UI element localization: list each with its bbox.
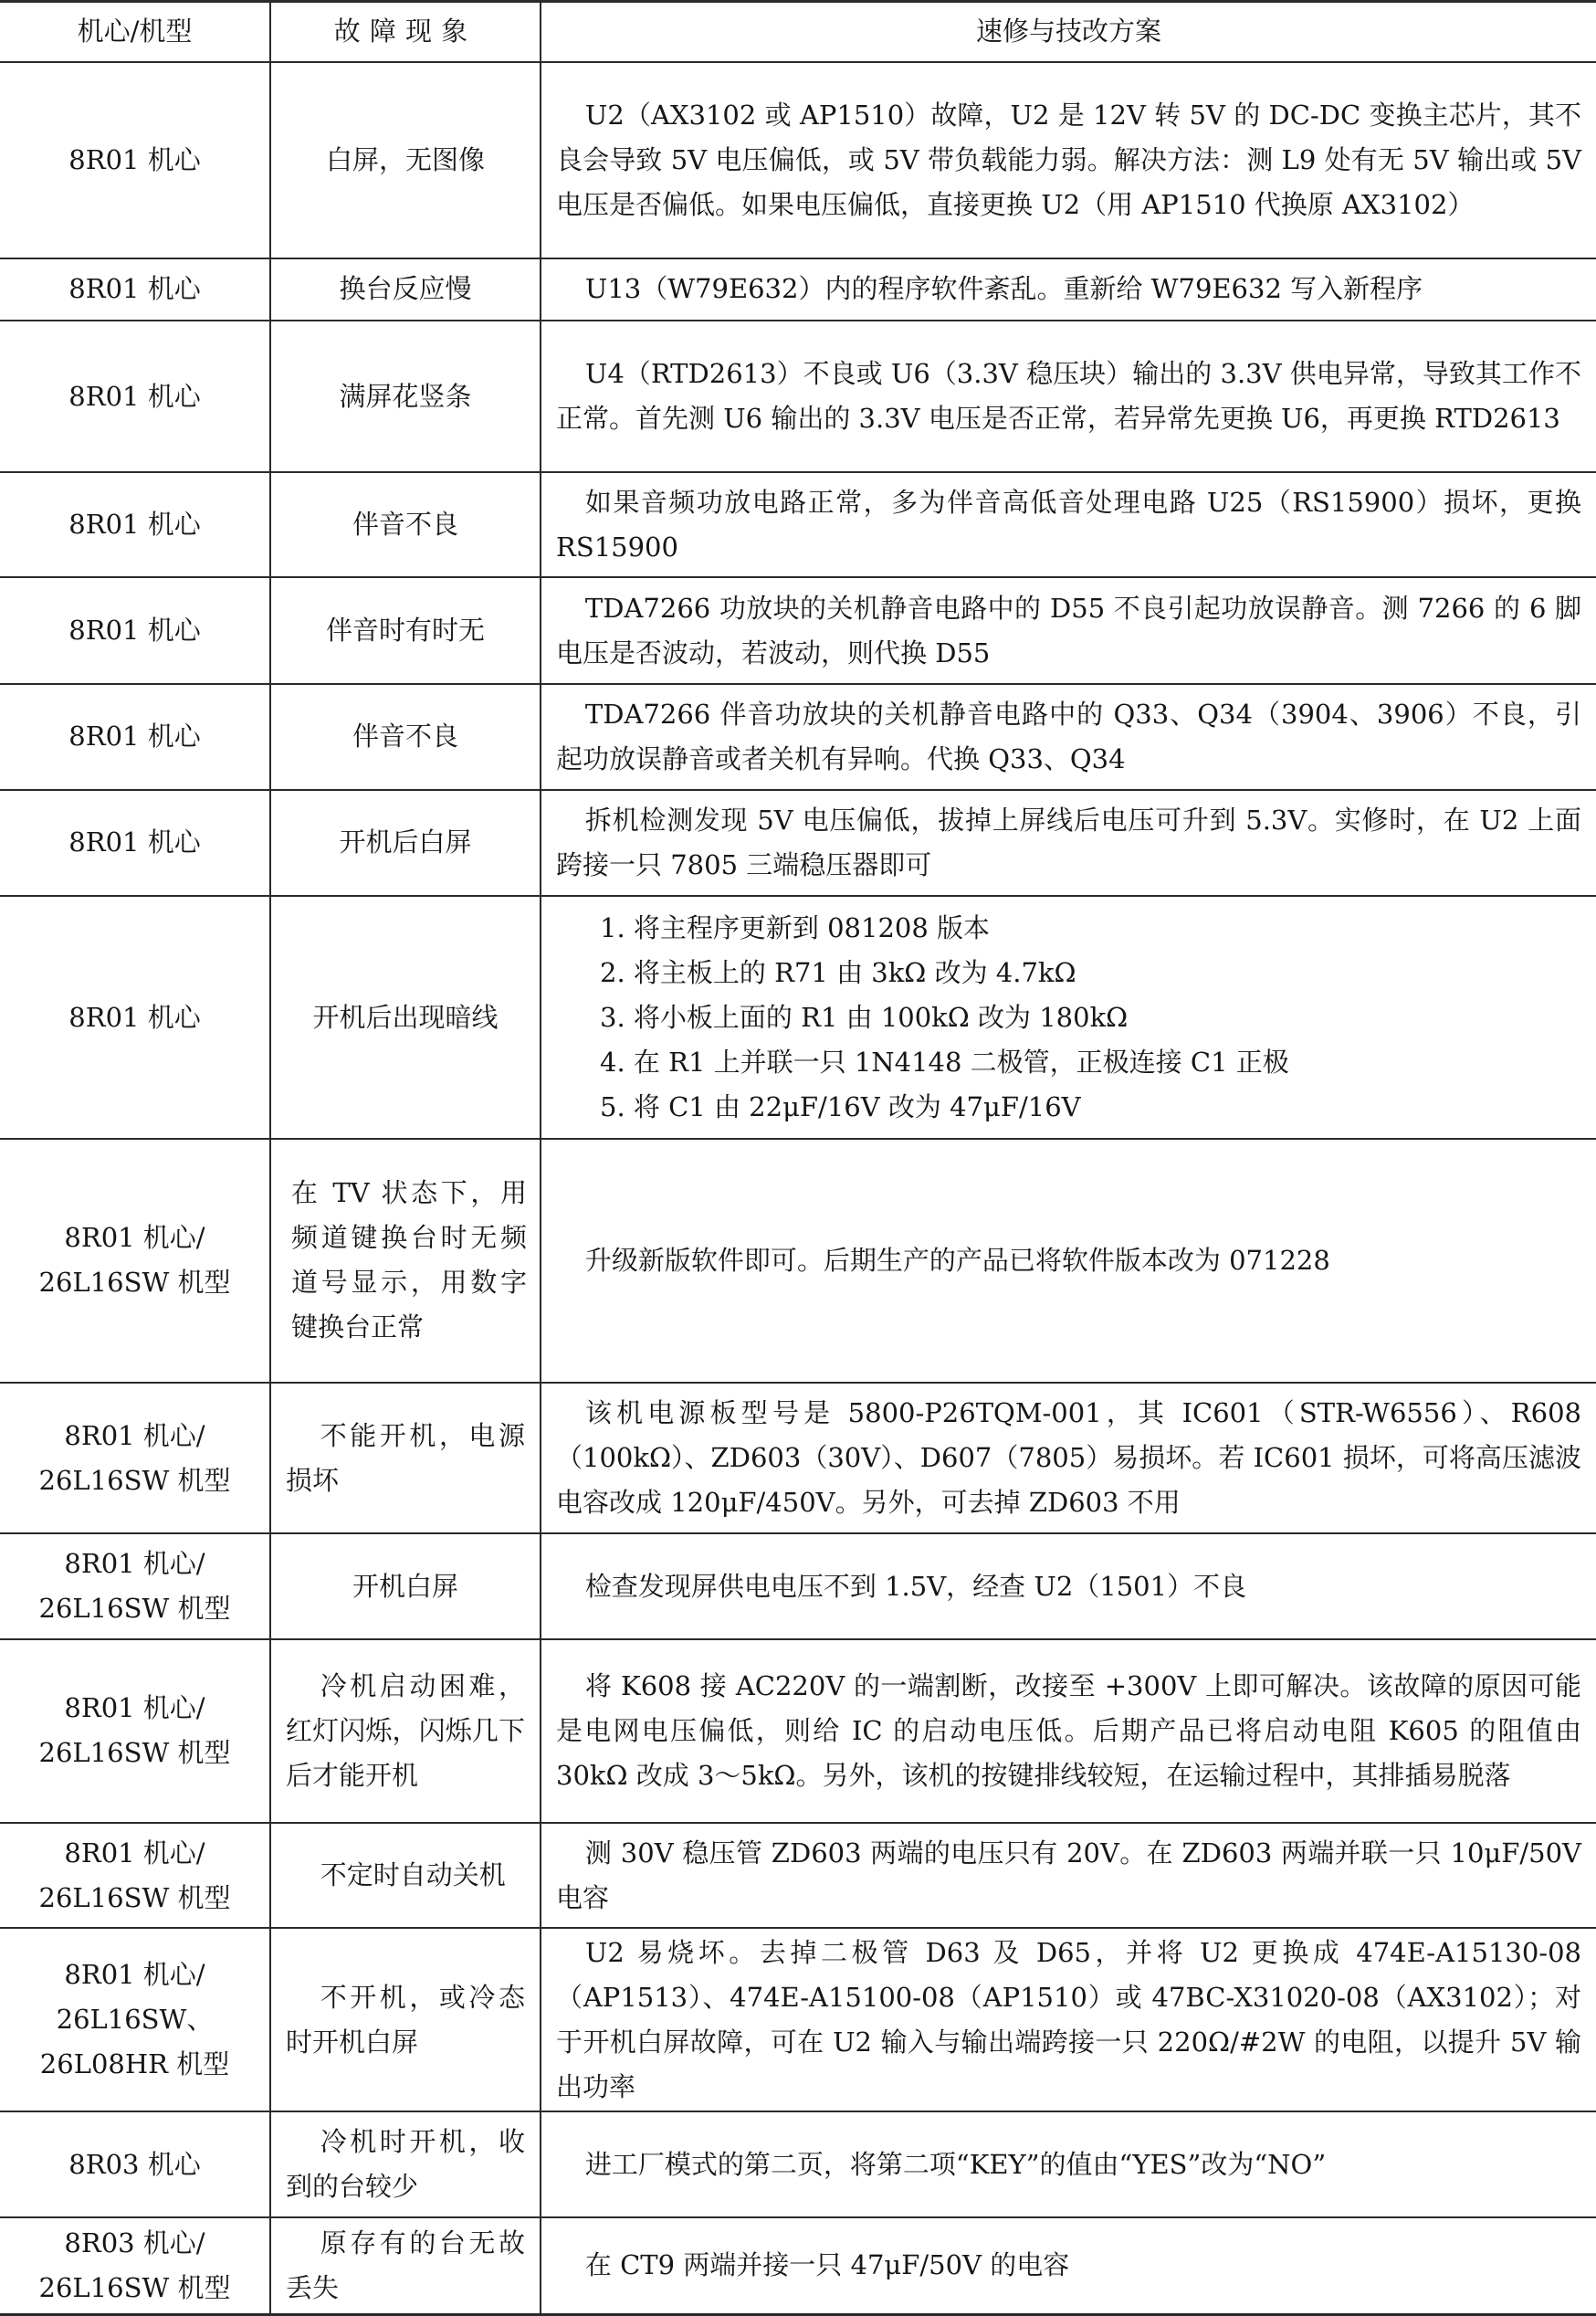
solution-text: TDA7266 伴音功放块的关机静音电路中的 Q33、Q34（3904、3906）不良，引起功放误静音或者关机有异响。代换 Q33、Q34 [556,698,1581,774]
row-model: 8R01 机心/ 26L16SW 机型 [0,1139,270,1382]
row-model: 8R01 机心 [0,790,270,897]
row-symptom: 开机后出现暗线 [270,896,541,1139]
solution-text: 拆机检测发现 5V 电压偏低，拔掉上屏线后电压可升到 5.3V。实修时，在 U2 上面跨接一只 7805 三端稳压器即可 [556,804,1581,880]
row-model: 8R01 机心/ 26L16SW 机型 [0,1639,270,1823]
solution-text: 如果音频功放电路正常，多为伴音高低音处理电路 U25（RS15900）损坏，更换 RS15900 [556,486,1581,563]
solution-text: 该机电源板型号是 5800-P26TQM-001，其 IC601（STR-W6556）、R608（100kΩ）、ZD603（30V）、D607（7805）易损坏。若 IC601 损坏，可将高压滤波电容改成 120μF/450V。另外，可去掉 ZD603 不用 [556,1397,1581,1518]
list-item: 将主板上的 R71 由 3kΩ 改为 4.7kΩ [633,956,1076,988]
list-item: 将 C1 由 22μF/16V 改为 47μF/16V [633,1090,1081,1122]
row-model: 8R01 机心/ 26L16SW 机型 [0,1383,270,1534]
row-model: 8R01 机心 [0,472,270,578]
row-model: 8R01 机心/ 26L16SW 机型 [0,1533,270,1639]
solution-text: 升级新版软件即可。后期生产的产品已将软件版本改为 071228 [584,1244,1330,1276]
table-row [0,684,1596,790]
row-model: 8R01 机心 [0,896,270,1139]
row-model: 8R01 机心 [0,258,270,321]
row-symptom: 伴音不良 [270,472,541,578]
table-row [0,896,1596,1139]
solution-text: 进工厂模式的第二页，将第二项“KEY”的值由“YES”改为“NO” [584,2148,1327,2180]
solution-text: U2 易烧坏。去掉二极管 D63 及 D65，并将 U2 更换成 474E-A15130-08（AP1513）、474E-A15100-08（AP1510）或 47BC-X31020-08（AX3102）；对于开机白屏故障，可在 U2 输入与输出端跨接一只 220Ω/#2W 的电阻，以提升 5V 输出功率 [556,1936,1581,2102]
row-solution [541,1533,1596,1639]
row-solution [541,896,1596,1139]
header-model: 机心/机型 [0,2,270,62]
row-symptom: 白屏，无图像 [270,62,541,258]
table-row [0,1533,1596,1639]
header-solution: 速修与技改方案 [541,2,1596,62]
row-solution [541,2111,1596,2217]
row-symptom: 开机后白屏 [270,790,541,897]
step-list [556,906,1581,1130]
row-model: 8R01 机心 [0,62,270,258]
solution-text: U2（AX3102 或 AP1510）故障，U2 是 12V 转 5V 的 DC-DC 变换主芯片，其不良会导致 5V 电压偏低，或 5V 带负载能力弱。解决方法：测 L9 处有无 5V 输出或 5V 电压是否偏低。如果电压偏低，直接更换 U2（用 AP1510 代换原 AX3102） [556,99,1581,220]
table-row [0,2111,1596,2217]
list-item: 将主程序更新到 081208 版本 [633,911,991,943]
table-row [0,472,1596,578]
row-solution [541,1928,1596,2111]
row-solution [541,472,1596,578]
header-row [0,2,1596,62]
table-row [0,321,1596,472]
table-row [0,1139,1596,1382]
row-symptom: 冷机时开机，收到的台较少 [270,2111,541,2217]
table-row [0,577,1596,684]
row-symptom: 伴音不良 [270,684,541,790]
row-solution [541,321,1596,472]
row-model: 8R01 机心 [0,684,270,790]
row-model: 8R01 机心 [0,321,270,472]
table-row [0,62,1596,258]
solution-text: TDA7266 功放块的关机静音电路中的 D55 不良引起功放误静音。测 7266 的 6 脚电压是否波动，若波动，则代换 D55 [556,592,1581,668]
header-symptom: 故障现象 [270,2,541,62]
row-symptom: 不定时自动关机 [270,1823,541,1929]
row-symptom: 开机白屏 [270,1533,541,1639]
solution-text: 检查发现屏供电电压不到 1.5V，经查 U2（1501）不良 [584,1570,1247,1602]
solution-text: 将 K608 接 AC220V 的一端割断，改接至 +300V 上即可解决。该故障的原因可能是电网电压偏低，则给 IC 的启动电压低。后期产品已将启动电阻 K605 的阻值由 30kΩ 改成 3～5kΩ。另外，该机的按键排线较短，在运输过程中，其排插易脱落 [556,1669,1581,1791]
table-row [0,2217,1596,2315]
solution-text: U13（W79E632）内的程序软件紊乱。重新给 W79E632 写入新程序 [584,273,1423,305]
row-model: 8R01 机心 [0,577,270,684]
row-solution [541,1383,1596,1534]
row-symptom: 满屏花竖条 [270,321,541,472]
solution-text: 在 CT9 两端并接一只 47μF/50V 的电容 [584,2249,1070,2281]
row-symptom: 不能开机，电源损坏 [270,1383,541,1534]
row-symptom: 伴音时有时无 [270,577,541,684]
table-row [0,258,1596,321]
row-symptom: 在 TV 状态下，用频道键换台时无频道号显示，用数字键换台正常 [270,1139,541,1382]
solution-text: 测 30V 稳压管 ZD603 两端的电压只有 20V。在 ZD603 两端并联一只 10μF/50V 电容 [556,1837,1581,1913]
table-row [0,1639,1596,1823]
list-item: 将小板上面的 R1 由 100kΩ 改为 180kΩ [633,1001,1129,1033]
row-solution [541,2217,1596,2315]
row-model: 8R03 机心 [0,2111,270,2217]
row-solution [541,1639,1596,1823]
row-solution [541,258,1596,321]
row-symptom: 换台反应慢 [270,258,541,321]
row-solution [541,790,1596,897]
row-solution [541,1139,1596,1382]
row-solution [541,684,1596,790]
table-row [0,1928,1596,2111]
row-model: 8R03 机心/ 26L16SW 机型 [0,2217,270,2315]
row-solution [541,577,1596,684]
table-row [0,790,1596,897]
row-solution [541,1823,1596,1929]
row-model: 8R01 机心/ 26L16SW、 26L08HR 机型 [0,1928,270,2111]
row-solution [541,62,1596,258]
row-symptom: 不开机，或冷态时开机白屏 [270,1928,541,2111]
table-row [0,1823,1596,1929]
solution-text: U4（RTD2613）不良或 U6（3.3V 稳压块）输出的 3.3V 供电异常，导致其工作不正常。首先测 U6 输出的 3.3V 电压是否正常，若异常先更换 U6，再更换 RTD2613 [556,358,1581,435]
row-symptom: 原存有的台无故丢失 [270,2217,541,2315]
row-symptom: 冷机启动困难，红灯闪烁，闪烁几下后才能开机 [270,1639,541,1823]
row-model: 8R01 机心/ 26L16SW 机型 [0,1823,270,1929]
table-row [0,1383,1596,1534]
list-item: 在 R1 上并联一只 1N4148 二极管，正极连接 C1 正极 [633,1046,1289,1078]
